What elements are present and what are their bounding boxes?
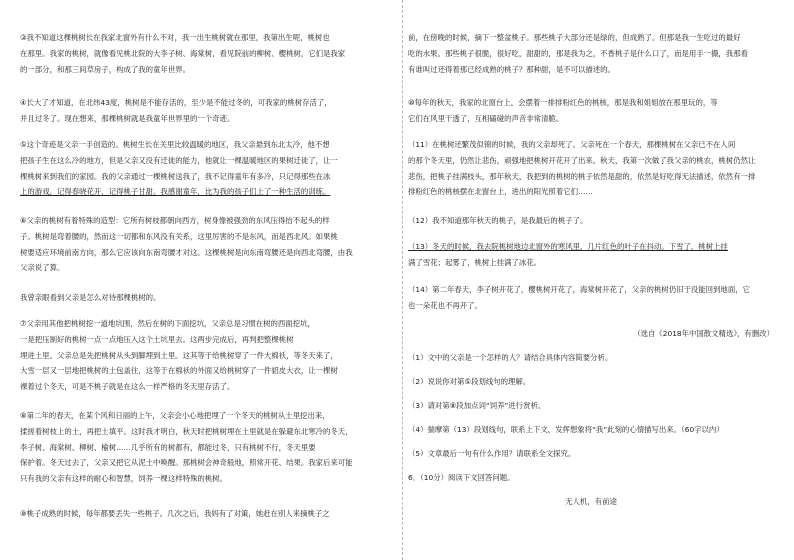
paragraph-14	[408, 282, 774, 314]
text-line: 把孩子生在这么冷的地方，但是父亲又没有迁徙的能力，他就让一棵温暖地区的果树迁徙了，让一	[20, 155, 338, 165]
paragraph-7	[20, 316, 398, 395]
text-line: ⑤这个奇迹是父亲一手创造的。桃树生长在关里比较温暖的地区，我父亲悬到东北太冷，他不想	[20, 140, 330, 149]
paragraph-9	[20, 506, 398, 522]
paragraph-3	[20, 30, 398, 77]
underlined-sentence: （13）冬天的时候，我去院桃树地边北窗外的寒风里，几片红色的叶子在抖动。下雪了，桃树上挂	[408, 242, 728, 251]
text-line: （选自《2018年中国散文精选》，有删改）	[633, 329, 774, 338]
text-line: 李子树、海棠树、柳树、榆树……几乎所有的树都有，都能过冬，只有桃树不行，冬天里要	[20, 442, 316, 452]
text-line: 一是把压制好的桃树一点一点地压入这个土坑里去。这两步完成后，再判把整棵桃树	[20, 334, 294, 344]
text-line: （11）在桃树还繁茂似锦的时候，我的父亲却死了。父亲死在一个春天，那棵桃树在父亲已不在人间	[408, 140, 736, 149]
text-line: 我曾亲眼看到父亲是怎么对待那棵桃树的。	[20, 293, 161, 302]
text-line: ⑥父亲的桃树有着特殊的造型：它所有树枝都朝向西方，树身像被强劲的东风压得抬不起头的样	[20, 216, 330, 225]
text-line: （12）我不知道那年秋天的桃子，是我最后的桃子了。	[408, 216, 588, 225]
text-line: 排粉红色的桃核摆在北窗台上，进出的阳光照着它们……	[408, 187, 593, 197]
text-line: 悲伤，把桃子挂满枝头，那年秋天，我把到的桃树的桃子依然是甜的，依然是好吃得无法描述，依然有一排	[408, 171, 756, 181]
text-line: 也一朵花也不再开了。	[408, 300, 482, 310]
paragraph-6	[20, 213, 398, 276]
text-line: 棵桃树来到我们的家园。我的父亲通过一棵桃树送我了，我不记得童年有多冷，只记得那些在冰	[20, 171, 331, 181]
text-line: ⑧第二年的春天，在某个风和日丽的上午，父亲会小心地把埋了一个冬天的桃树从土里挖出来，	[20, 411, 330, 420]
text-line: ⑩每年的秋天，我家的北窗台上，会摆着一排排粉红色的桃核，那是我和姐姐放在那里玩的，等	[408, 98, 718, 107]
text-line: 揉搓着树枝上的土，再把土填平。这时我才明白，秋天时把桃树埋在土里就是在躲避东北寒冷的冬天，	[20, 426, 353, 436]
paragraph-12	[408, 213, 774, 229]
question-2	[408, 374, 774, 390]
text-line: 吃的水果。那些桃子很脆，很好吃，甜甜的，那是我为之，不香桃子是什么口了，而是用手一撮，我那看	[408, 48, 748, 58]
paragraph-5	[20, 137, 398, 200]
text-line: 大雪一层又一层地把桃树的土包盖住，这等于在棉袄的外面又给桃树穿了一件貂皮大衣，让一棵树	[20, 366, 338, 376]
text-line: 它们在风里干透了，互相磕碰的声音非常清脆。	[408, 113, 564, 123]
text-line: 无人机，有前途	[565, 497, 617, 506]
text-line: 满了雪花；起雾了，桃树上挂满了冰花。	[408, 257, 542, 267]
text-line: （14）第二年春天，李子树开花了，樱桃树开花了，海棠树开花了，父亲的桃树仍旧于没能回到地面，它	[408, 285, 750, 294]
paragraph-11	[408, 137, 774, 200]
text-line: 的那个冬天里，仍然让悲伤，顽强地把桃树开花开了出来。秋天，我第一次做了我父亲的桃农，桃树仍然让	[408, 155, 756, 165]
text-line: 子。桃树是弯着腰的，然而这一切都和东风没有关系，这里厉害的不是东风，而是西北风。如果桃	[20, 231, 338, 241]
underlined-sentence: 上的游戏，记得春晓花开，记得桃子甘甜。我感谢童年，比为我的孩子们上了一种生活的训练。	[20, 187, 331, 197]
text-line: 保护着。冬天过去了，父亲又把它从泥土中唤醒。那桃树会神奇般地，照常开花、结果。我家后来可能	[20, 458, 353, 468]
text-line: 6．（10分）阅读下文回答问题。	[408, 473, 515, 482]
text-line: ③我不知道这棵桃树长在我家北窗外有什么不对，我一出生桃树就在那里，我第出生呢，桃树也	[20, 33, 330, 42]
text-line: （5）文章最后一句有什么作用？请联系全文探究。	[408, 449, 576, 458]
text-line: （4）揣摩第（13）段划线句，联系上下文，发挥想象将“我”此刻的心情描写出来。（60字以内）	[408, 425, 724, 434]
text-line: 有谁叫过还得着那已经成熟的桃子？那种甜，是不可以描述的。	[408, 64, 615, 74]
text-line: （1）文中的父亲是一个怎样的人？请结合具体内容简要分析。	[408, 353, 613, 362]
paragraph-13	[408, 239, 774, 271]
text-line: （3）请对第⑧段加点词“饲养”进行赏析。	[408, 401, 546, 410]
article-title	[408, 494, 774, 510]
paragraph-8	[20, 408, 398, 487]
text-line: ④长大了才知道，在北纬43度，桃树是不能存活的，至少是不能过冬的，可我家的桃树存活了，	[20, 98, 332, 107]
paragraph-10	[408, 95, 774, 127]
column-divider	[402, 0, 403, 560]
paragraph-r1	[408, 30, 774, 77]
question-3	[408, 398, 774, 414]
text-line: 埋进土里。父亲总是先把桃树从头到脚埋到土里。这其等于给桃树穿了一件大棉袄，等冬天来了，	[20, 350, 338, 360]
question-4	[408, 422, 774, 438]
text-line: 裸着过个冬天，可是不桃子就是在这么一样严格的冬天里存活了。	[20, 382, 235, 392]
text-line: ⑨桃子成熟的时候，每年都要丢失一些桃子。几次之后，我妈有了对策，她赶在别人来摘桃子之	[20, 509, 330, 518]
paragraph-4	[20, 95, 398, 127]
paragraph-6b	[20, 290, 398, 306]
question-1	[408, 350, 774, 366]
section-6-heading	[408, 470, 774, 486]
text-line: 父亲说了算。	[20, 263, 65, 273]
text-line: 在那里。我家的桃树，就像看见桃北院的大李子树、海棠树，看见院前的柳树、樱桃树，它们是我家	[20, 48, 346, 58]
text-line: 并且过冬了。现在想来，那棵桃树就是我童年世界里的一个奇迹。	[20, 113, 235, 123]
text-line: 前，在傍晚的时候，摘下一整盆桃子。那些桃子大部分还是绿的，但成熟了。但那是我一生吃过的最好	[408, 33, 741, 42]
text-line: 的一部分，和那三间草房子，构成了我的童年世界。	[20, 64, 190, 74]
question-5	[408, 446, 774, 462]
source-note	[408, 326, 774, 342]
text-line: 树要适应环境前南方向，那么它应该向东南弯腰才对这。这棵桃树是向东南弯腰还是向西北弯腰，由我	[20, 247, 353, 257]
text-line: （2）说说你对第⑤段划线句的理解。	[408, 377, 531, 386]
text-line: 只有我的父亲有这样的耐心和智慧，饲养一棵这样特殊的桃树。	[20, 474, 227, 484]
text-line: ⑦父亲用其他把桃树挖一道地坑围，然后在树的下面挖坑，父亲总是习惯在树的西面挖坑，	[20, 319, 315, 328]
